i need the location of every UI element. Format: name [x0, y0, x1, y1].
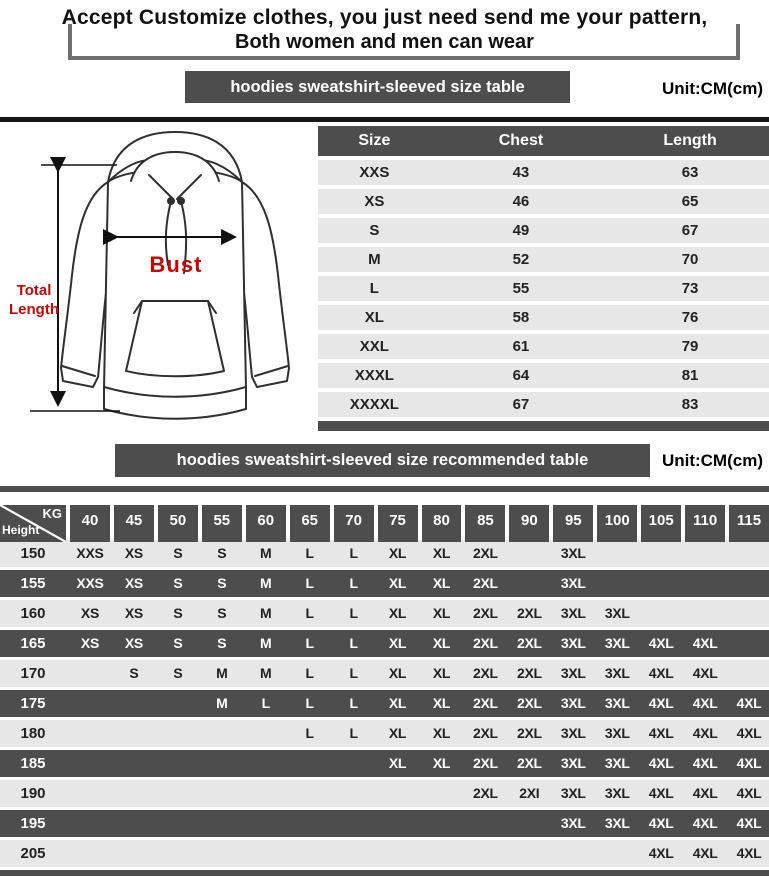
- hoodie-measurement-diagram: [5, 125, 310, 433]
- matrix-size-cell: 2XL: [473, 725, 498, 741]
- matrix-size-cell: S: [173, 635, 183, 651]
- recommended-table-title-bar: hoodies sweatshirt-sleeved size recommended table: [115, 444, 650, 477]
- matrix-size-cell: 4XL: [692, 725, 718, 741]
- height-row-label: 175: [20, 695, 46, 712]
- matrix-size-cell: [70, 660, 110, 687]
- total-length-label-line1: Total: [16, 282, 52, 299]
- height-row-label: 150: [20, 545, 46, 562]
- matrix-size-cell: M: [260, 605, 272, 621]
- matrix-size-cell: L: [305, 605, 314, 621]
- matrix-size-cell: XXS: [76, 575, 104, 591]
- matrix-size-cell: [597, 540, 637, 567]
- weight-column-header: 65: [290, 505, 330, 542]
- weight-column-header: 60: [246, 505, 286, 542]
- chest-value: 46: [512, 193, 530, 210]
- matrix-size-cell: [70, 720, 110, 747]
- matrix-size-cell: 4XL: [736, 845, 762, 861]
- matrix-size-cell: 4XL: [648, 785, 674, 801]
- size-value: S: [369, 222, 380, 239]
- weight-column-header: 80: [422, 505, 462, 542]
- chest-value: 64: [512, 367, 530, 384]
- weight-column-header: 55: [202, 505, 242, 542]
- matrix-size-cell: [422, 810, 462, 837]
- matrix-size-cell: 3XL: [604, 725, 630, 741]
- weight-column-header: 70: [334, 505, 374, 542]
- matrix-size-cell: XXS: [76, 545, 104, 561]
- top-divider-line: [0, 117, 769, 122]
- matrix-size-cell: [246, 750, 286, 777]
- matrix-size-cell: [729, 570, 769, 597]
- matrix-size-cell: [202, 840, 242, 867]
- matrix-row-160: [0, 600, 769, 627]
- matrix-row-205: [0, 840, 769, 867]
- height-row-label: 155: [20, 575, 46, 592]
- matrix-size-cell: [509, 540, 549, 567]
- matrix-size-cell: 4XL: [736, 755, 762, 771]
- height-row-label: 180: [20, 725, 46, 742]
- length-column-header: Length: [663, 132, 717, 149]
- matrix-size-cell: 4XL: [648, 725, 674, 741]
- matrix-row-180: [0, 720, 769, 747]
- matrix-size-cell: [597, 570, 637, 597]
- matrix-size-cell: L: [349, 605, 358, 621]
- matrix-size-cell: 4XL: [648, 845, 674, 861]
- matrix-size-cell: 2XL: [516, 695, 542, 711]
- matrix-size-cell: 3XL: [560, 695, 586, 711]
- height-row-label: 165: [20, 635, 46, 652]
- matrix-size-cell: 4XL: [736, 785, 762, 801]
- matrix-size-cell: [685, 570, 725, 597]
- matrix-row-175: [0, 690, 769, 717]
- matrix-size-cell: [685, 600, 725, 627]
- matrix-size-cell: [641, 540, 681, 567]
- matrix-size-cell: XL: [388, 635, 407, 651]
- matrix-size-cell: [246, 810, 286, 837]
- chest-column-header: Chest: [498, 132, 544, 149]
- size-value: M: [368, 251, 381, 268]
- weight-column-header: 95: [553, 505, 593, 542]
- matrix-size-cell: 3XL: [560, 575, 586, 591]
- matrix-size-cell: [158, 690, 198, 717]
- matrix-size-cell: [334, 840, 374, 867]
- height-row-label: 185: [20, 755, 46, 772]
- matrix-size-cell: S: [173, 605, 183, 621]
- chest-value: 58: [512, 309, 530, 326]
- size-value: XXS: [359, 164, 390, 181]
- matrix-size-cell: 3XL: [604, 695, 630, 711]
- matrix-size-cell: XL: [432, 545, 451, 561]
- matrix-size-cell: 2XI: [519, 785, 540, 801]
- matrix-size-cell: [729, 540, 769, 567]
- middle-divider-line: [0, 486, 769, 492]
- matrix-size-cell: 2XL: [473, 695, 498, 711]
- weight-column-header: 75: [378, 505, 418, 542]
- size-value: XS: [364, 193, 385, 210]
- recommended-table-unit-label: Unit:CM(cm): [661, 451, 763, 470]
- matrix-row-185: [0, 750, 769, 777]
- matrix-size-cell: L: [349, 725, 358, 741]
- matrix-size-cell: [729, 600, 769, 627]
- size-table-row: [318, 276, 769, 301]
- size-table-row: [318, 392, 769, 417]
- matrix-size-cell: [202, 810, 242, 837]
- matrix-size-cell: S: [173, 545, 183, 561]
- matrix-size-cell: [378, 840, 418, 867]
- matrix-size-cell: 3XL: [604, 755, 630, 771]
- matrix-size-cell: [70, 750, 110, 777]
- size-column-header: Size: [358, 132, 391, 149]
- size-table-row: [318, 305, 769, 330]
- height-row-label: 170: [20, 665, 46, 682]
- matrix-size-cell: [509, 840, 549, 867]
- matrix-size-cell: 4XL: [736, 695, 762, 711]
- matrix-size-cell: 2XL: [473, 665, 498, 681]
- matrix-row-165: [0, 630, 769, 657]
- matrix-size-cell: XL: [388, 755, 407, 771]
- size-value: XXL: [359, 338, 389, 355]
- matrix-size-cell: [290, 780, 330, 807]
- matrix-size-cell: XL: [432, 575, 451, 591]
- matrix-size-cell: [158, 720, 198, 747]
- weight-column-header: 100: [597, 505, 637, 542]
- matrix-size-cell: 3XL: [560, 665, 586, 681]
- matrix-size-cell: XS: [124, 575, 143, 591]
- matrix-size-cell: L: [305, 635, 314, 651]
- matrix-size-cell: 3XL: [560, 605, 586, 621]
- matrix-size-cell: 3XL: [560, 755, 586, 771]
- matrix-size-cell: 2XL: [473, 545, 498, 561]
- matrix-row-195: [0, 810, 769, 837]
- size-table-row: [318, 247, 769, 272]
- matrix-size-cell: 4XL: [736, 815, 762, 831]
- height-row-label: 190: [20, 785, 46, 802]
- banner-title-line2: Both women and men can wear: [235, 31, 534, 53]
- matrix-size-cell: [465, 840, 505, 867]
- size-table: [318, 126, 769, 431]
- height-row-label: 205: [20, 845, 46, 862]
- matrix-size-cell: XL: [432, 725, 451, 741]
- size-value: XL: [364, 309, 384, 326]
- matrix-size-cell: [114, 720, 154, 747]
- matrix-size-cell: [158, 810, 198, 837]
- matrix-size-cell: [246, 840, 286, 867]
- matrix-size-cell: [685, 540, 725, 567]
- matrix-size-cell: [70, 780, 110, 807]
- matrix-size-cell: XS: [80, 635, 99, 651]
- matrix-size-cell: 2XL: [473, 635, 498, 651]
- matrix-size-cell: M: [260, 575, 272, 591]
- matrix-size-cell: [114, 810, 154, 837]
- weight-column-header: 50: [158, 505, 198, 542]
- matrix-size-cell: XL: [432, 755, 451, 771]
- matrix-size-cell: XL: [388, 605, 407, 621]
- matrix-size-cell: 4XL: [692, 755, 718, 771]
- matrix-size-cell: [114, 690, 154, 717]
- size-table-title-bar: hoodies sweatshirt-sleeved size table: [185, 71, 570, 103]
- matrix-size-cell: 3XL: [604, 815, 630, 831]
- matrix-size-cell: XL: [432, 695, 451, 711]
- matrix-size-cell: 3XL: [604, 635, 630, 651]
- matrix-size-cell: 2XL: [473, 785, 498, 801]
- matrix-size-cell: 2XL: [516, 725, 542, 741]
- length-value: 81: [681, 367, 699, 384]
- matrix-size-cell: [158, 840, 198, 867]
- weight-column-header: 115: [729, 505, 769, 542]
- matrix-size-cell: [114, 780, 154, 807]
- matrix-size-cell: S: [217, 605, 227, 621]
- matrix-size-cell: XL: [388, 665, 407, 681]
- size-value: XXXXL: [349, 396, 399, 413]
- matrix-size-cell: L: [305, 665, 314, 681]
- matrix-size-cell: XL: [388, 725, 407, 741]
- matrix-size-cell: XL: [388, 695, 407, 711]
- size-table-body: [318, 160, 769, 417]
- matrix-size-cell: S: [217, 575, 227, 591]
- matrix-size-cell: 3XL: [560, 785, 586, 801]
- matrix-size-cell: 4XL: [692, 815, 718, 831]
- matrix-size-cell: 4XL: [692, 845, 718, 861]
- matrix-size-cell: 4XL: [692, 665, 718, 681]
- matrix-header-row: [0, 505, 769, 537]
- matrix-size-cell: 2XL: [516, 755, 542, 771]
- length-value: 67: [681, 222, 699, 239]
- matrix-size-cell: [553, 840, 593, 867]
- matrix-size-cell: [641, 570, 681, 597]
- matrix-size-cell: M: [260, 665, 272, 681]
- matrix-size-cell: XS: [80, 605, 99, 621]
- weight-column-header: 110: [685, 505, 725, 542]
- weight-column-header: 40: [70, 505, 110, 542]
- height-row-label: 195: [20, 815, 46, 832]
- matrix-size-cell: 4XL: [692, 695, 718, 711]
- matrix-size-cell: [158, 780, 198, 807]
- banner-title-line1: Accept Customize clothes, you just need send me your pattern,: [61, 6, 708, 29]
- matrix-size-cell: 3XL: [604, 665, 630, 681]
- chest-value: 49: [512, 222, 530, 239]
- weight-column-header: 90: [509, 505, 549, 542]
- matrix-row-170: [0, 660, 769, 687]
- size-table-row: [318, 189, 769, 214]
- matrix-size-cell: M: [260, 545, 272, 561]
- matrix-size-cell: 2XL: [516, 635, 542, 651]
- length-value: 73: [681, 280, 699, 297]
- size-table-row: [318, 218, 769, 243]
- height-row-label: 160: [20, 605, 46, 622]
- matrix-size-cell: 2XL: [473, 605, 498, 621]
- matrix-size-cell: [290, 840, 330, 867]
- matrix-size-cell: 4XL: [648, 665, 674, 681]
- matrix-size-cell: L: [305, 575, 314, 591]
- chest-value: 55: [512, 280, 530, 297]
- matrix-size-cell: M: [216, 695, 228, 711]
- matrix-size-cell: 4XL: [692, 785, 718, 801]
- length-value: 70: [681, 251, 699, 268]
- matrix-size-cell: [378, 780, 418, 807]
- kg-corner-label: KG: [42, 506, 62, 521]
- size-value: L: [369, 280, 379, 297]
- weight-column-header: 45: [114, 505, 154, 542]
- matrix-size-cell: 2XL: [516, 605, 542, 621]
- matrix-size-cell: L: [349, 635, 358, 651]
- chest-value: 52: [512, 251, 530, 268]
- size-table-row: [318, 363, 769, 388]
- matrix-size-cell: 4XL: [648, 815, 674, 831]
- matrix-size-cell: [334, 810, 374, 837]
- matrix-size-cell: 4XL: [692, 635, 718, 651]
- matrix-size-cell: [422, 780, 462, 807]
- matrix-row-155: [0, 570, 769, 597]
- matrix-size-cell: [509, 570, 549, 597]
- matrix-size-cell: [334, 750, 374, 777]
- matrix-size-cell: L: [349, 695, 358, 711]
- matrix-size-cell: [422, 840, 462, 867]
- matrix-size-cell: [509, 810, 549, 837]
- weight-column-header: 85: [465, 505, 505, 542]
- length-value: 65: [681, 193, 699, 210]
- length-value: 63: [681, 164, 699, 181]
- matrix-size-cell: 4XL: [648, 755, 674, 771]
- size-table-row: [318, 160, 769, 185]
- matrix-corner-cell: [0, 505, 66, 542]
- size-table-row: [318, 334, 769, 359]
- chest-value: 67: [512, 396, 530, 413]
- matrix-size-cell: [465, 810, 505, 837]
- matrix-size-cell: [290, 810, 330, 837]
- matrix-size-cell: S: [217, 635, 227, 651]
- matrix-bottom-bar: [0, 870, 769, 876]
- matrix-size-cell: 3XL: [604, 785, 630, 801]
- matrix-size-cell: [729, 630, 769, 657]
- matrix-size-cell: [70, 810, 110, 837]
- length-value: 79: [681, 338, 699, 355]
- matrix-size-cell: L: [349, 545, 358, 561]
- matrix-size-cell: [378, 810, 418, 837]
- matrix-size-cell: [641, 600, 681, 627]
- chest-value: 43: [512, 164, 530, 181]
- matrix-size-cell: 4XL: [736, 725, 762, 741]
- matrix-size-cell: S: [129, 665, 139, 681]
- matrix-size-cell: XS: [124, 635, 143, 651]
- matrix-size-cell: 4XL: [648, 635, 674, 651]
- matrix-size-cell: [729, 660, 769, 687]
- matrix-size-cell: [202, 720, 242, 747]
- matrix-size-cell: 3XL: [560, 635, 586, 651]
- matrix-size-cell: S: [173, 575, 183, 591]
- matrix-size-cell: [246, 780, 286, 807]
- matrix-size-cell: L: [305, 695, 314, 711]
- chest-value: 61: [512, 338, 530, 355]
- matrix-size-cell: [114, 840, 154, 867]
- matrix-size-cell: [290, 750, 330, 777]
- matrix-size-cell: [158, 750, 198, 777]
- matrix-size-cell: [70, 840, 110, 867]
- matrix-size-cell: [114, 750, 154, 777]
- matrix-size-cell: [70, 690, 110, 717]
- matrix-size-cell: L: [349, 575, 358, 591]
- matrix-size-cell: [246, 720, 286, 747]
- matrix-size-cell: [202, 780, 242, 807]
- matrix-size-cell: M: [216, 665, 228, 681]
- matrix-size-cell: [334, 780, 374, 807]
- matrix-size-cell: 2XL: [516, 665, 542, 681]
- size-recommendation-matrix: [0, 505, 769, 876]
- matrix-size-cell: XL: [388, 545, 407, 561]
- bust-label: Bust: [149, 252, 203, 277]
- matrix-size-cell: M: [260, 635, 272, 651]
- height-corner-label: Height: [2, 523, 40, 537]
- matrix-size-cell: L: [261, 695, 270, 711]
- matrix-size-cell: XS: [124, 545, 143, 561]
- matrix-size-cell: 3XL: [560, 725, 586, 741]
- matrix-size-cell: 3XL: [560, 545, 586, 561]
- matrix-size-cell: L: [305, 545, 314, 561]
- matrix-size-cell: XS: [124, 605, 143, 621]
- matrix-size-cell: S: [173, 665, 183, 681]
- size-table-bottom-bar: [318, 421, 769, 431]
- matrix-size-cell: 2XL: [473, 755, 498, 771]
- matrix-row-150: [0, 540, 769, 567]
- matrix-size-cell: L: [305, 725, 314, 741]
- size-table-unit-label: Unit:CM(cm): [661, 79, 763, 98]
- matrix-size-cell: 3XL: [560, 815, 586, 831]
- matrix-size-cell: [202, 750, 242, 777]
- matrix-size-cell: XL: [388, 575, 407, 591]
- length-value: 76: [681, 309, 699, 326]
- matrix-size-cell: XL: [432, 635, 451, 651]
- matrix-size-cell: [597, 840, 637, 867]
- matrix-size-cell: 4XL: [648, 695, 674, 711]
- total-length-label-line2: Length: [9, 301, 59, 318]
- matrix-size-cell: 2XL: [473, 575, 498, 591]
- size-table-header-row: [318, 126, 769, 156]
- matrix-size-cell: XL: [432, 605, 451, 621]
- matrix-size-cell: L: [349, 665, 358, 681]
- length-value: 83: [681, 396, 699, 413]
- matrix-size-cell: S: [217, 545, 227, 561]
- weight-column-header: 105: [641, 505, 681, 542]
- matrix-row-190: [0, 780, 769, 807]
- matrix-size-cell: 3XL: [604, 605, 630, 621]
- matrix-body: [0, 540, 769, 867]
- size-value: XXXL: [354, 367, 394, 384]
- matrix-size-cell: XL: [432, 665, 451, 681]
